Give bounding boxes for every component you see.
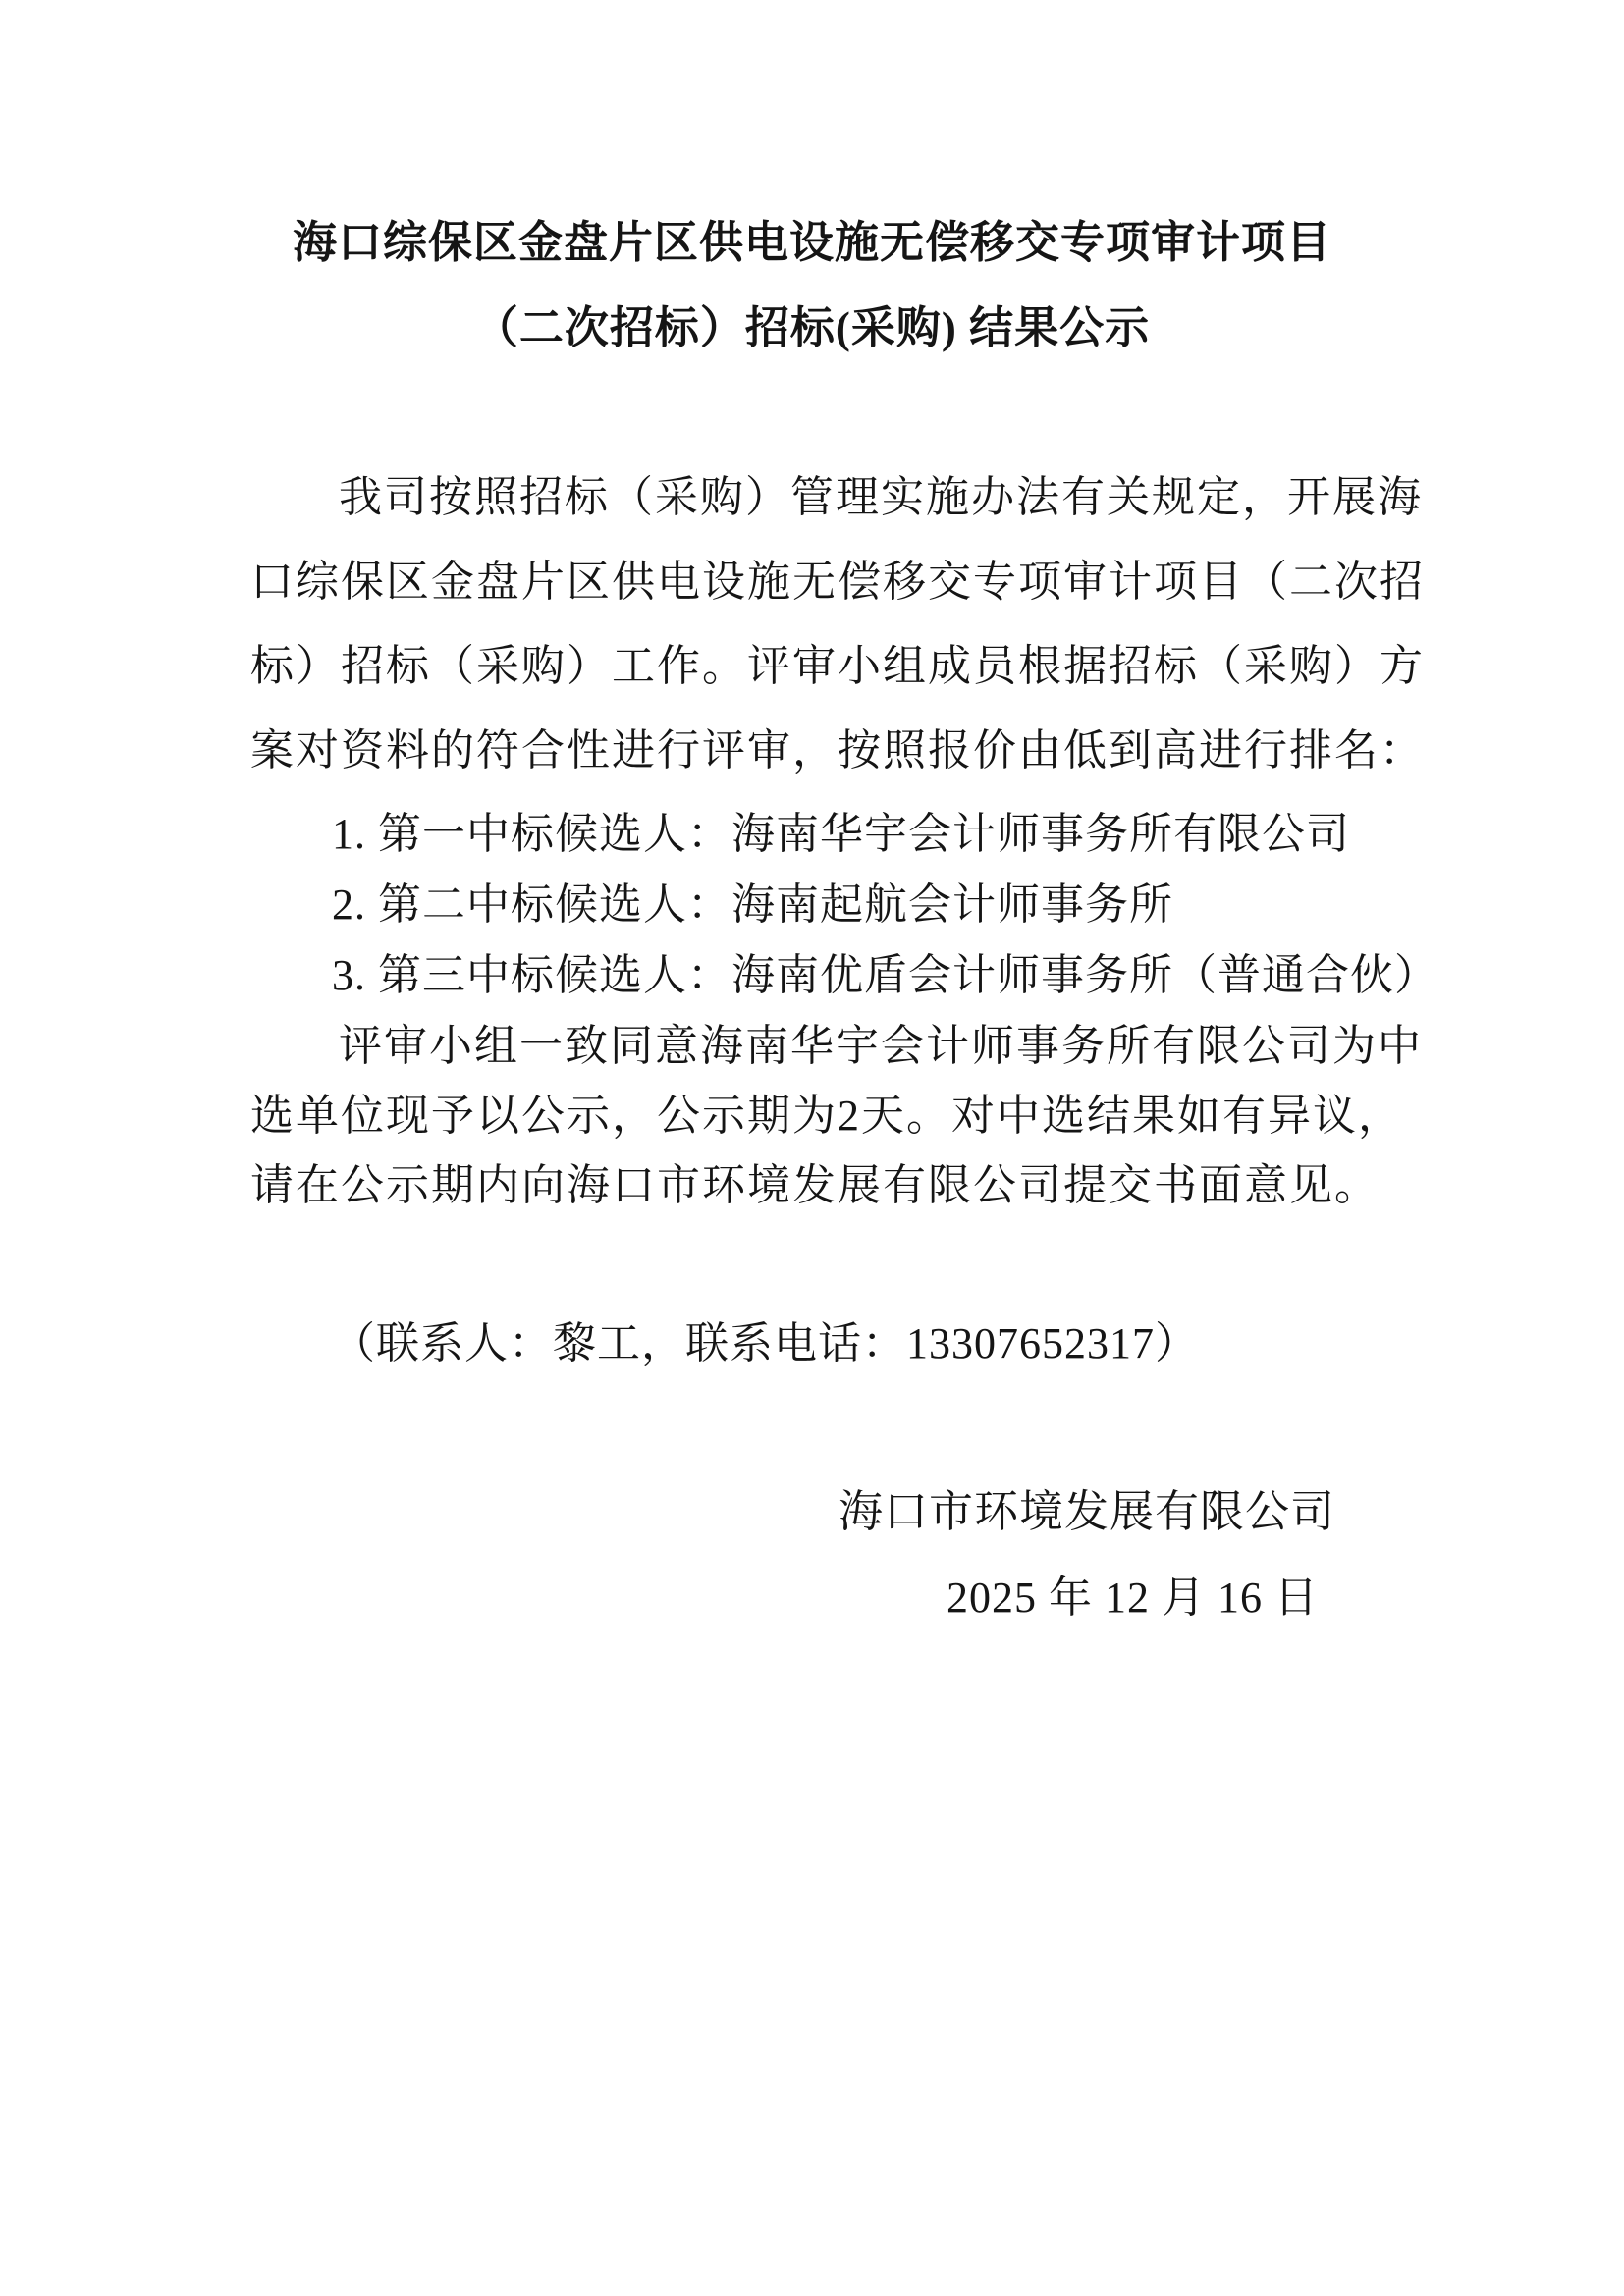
paragraph-line: 我司按照招标（采购）管理实施办法有关规定，开展海 xyxy=(339,473,1423,521)
document-title xyxy=(0,200,1624,371)
intro-paragraph xyxy=(250,455,1425,793)
candidate-item-1: 1. 第一中标候选人：海南华宇会计师事务所有限公司 xyxy=(332,810,1350,858)
paragraph-line: 口综保区金盘片区供电设施无偿移交专项审计项目（二次招 xyxy=(250,558,1425,606)
candidate-list xyxy=(332,799,1438,1011)
decision-paragraph xyxy=(250,1011,1423,1220)
title-line-1: 海口综保区金盘片区供电设施无偿移交专项审计项目 xyxy=(292,218,1331,267)
paragraph-line: 标）招标（采购）工作。评审小组成员根据招标（采购）方 xyxy=(250,642,1425,690)
title-line-2: （二次招标）招标(采购) 结果公示 xyxy=(473,303,1151,352)
signature-company: 海口市环境发展有限公司 xyxy=(838,1487,1335,1536)
candidate-item-2: 2. 第二中标候选人：海南起航会计师事务所 xyxy=(332,881,1173,929)
paragraph-line: 请在公示期内向海口市环境发展有限公司提交书面意见。 xyxy=(250,1161,1380,1209)
candidate-item-3: 3. 第三中标候选人：海南优盾会计师事务所（普通合伙） xyxy=(332,951,1438,999)
paragraph-line: 选单位现予以公示，公示期为2天。对中选结果如有异议， xyxy=(250,1092,1403,1140)
signature-date: 2025 年 12 月 16 日 xyxy=(947,1574,1319,1622)
paragraph-line: 评审小组一致同意海南华宇会计师事务所有限公司为中 xyxy=(339,1022,1423,1070)
contact-info: （联系人：黎工，联系电话：13307652317） xyxy=(332,1319,1199,1367)
paragraph-line: 案对资料的符合性进行评审，按照报价由低到高进行排名： xyxy=(250,726,1425,774)
